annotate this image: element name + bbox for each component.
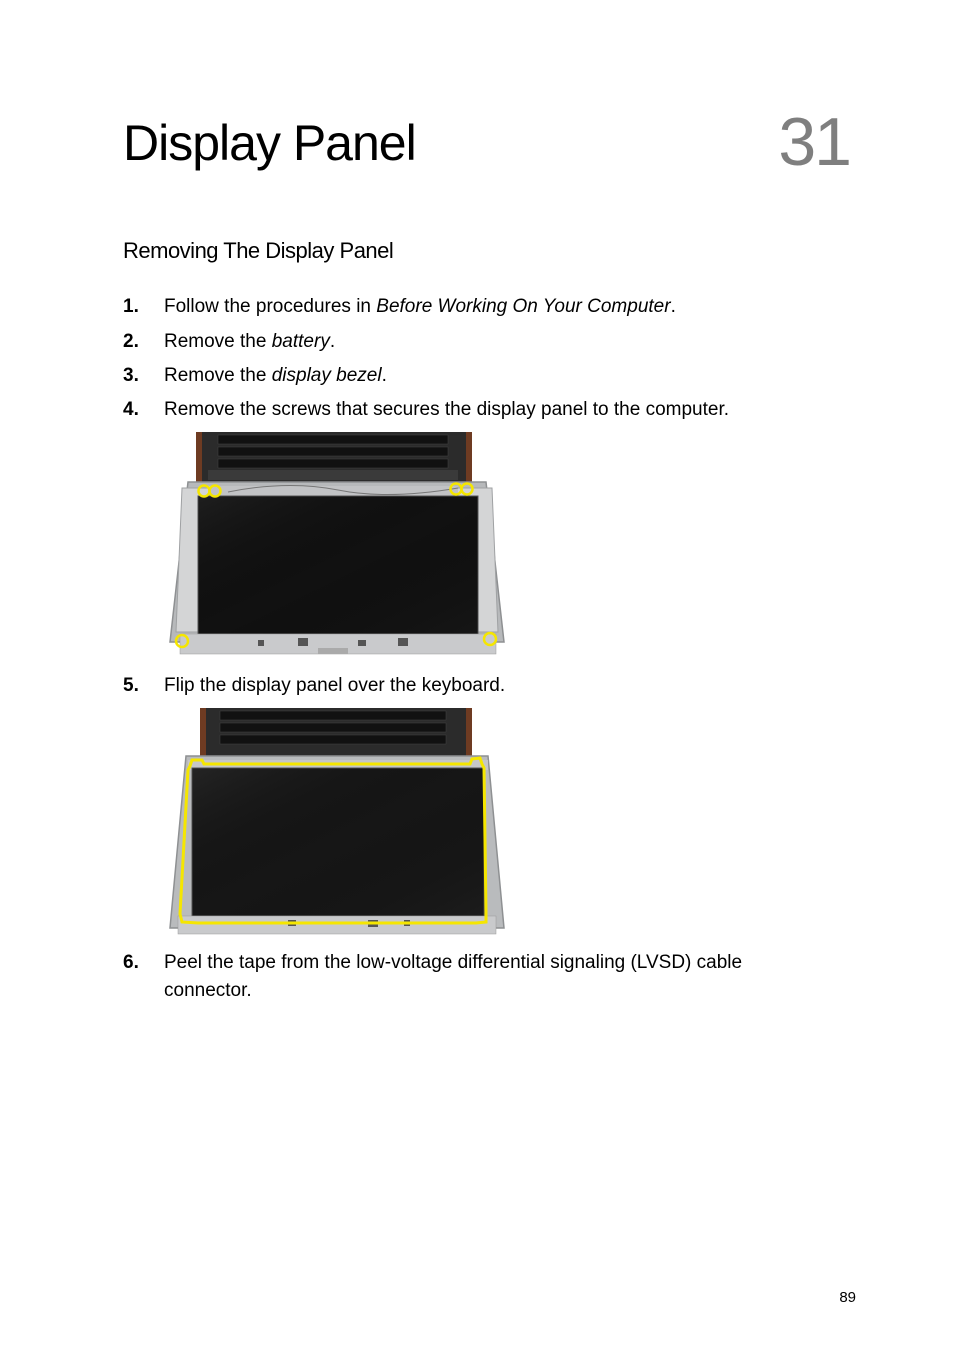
step-text: Peel the tape from the low-voltage differential signaling (LVSD) cable connector. [164,952,743,1001]
step-text: Follow the procedures in Before Working On Your Computer. [164,296,676,317]
page-number: 89 [839,1289,856,1306]
step-number: 4. [123,399,139,420]
step-text: Remove the battery. [164,331,336,352]
step-number: 3. [123,365,139,386]
figure-screws [168,432,506,658]
step-number: 6. [123,952,139,973]
laptop-display-photo [168,708,506,936]
step-link[interactable]: battery [271,331,330,352]
step-link[interactable]: display bezel [271,365,382,386]
step-text: Remove the screws that secures the display panel to the computer. [164,399,730,420]
step-number: 5. [123,675,139,696]
figure-panel-outline [168,708,506,936]
step-text: Remove the display bezel. [164,365,387,386]
step-text: Flip the display panel over the keyboard. [164,675,506,696]
section-title: Removing The Display Panel [123,238,394,263]
chapter-number: 31 [778,104,850,180]
step-link[interactable]: Before Working On Your Computer [376,296,671,317]
chapter-title: Display Panel [123,115,416,171]
step-number: 1. [123,296,139,317]
laptop-display-photo [168,432,506,658]
step-number: 2. [123,331,139,352]
